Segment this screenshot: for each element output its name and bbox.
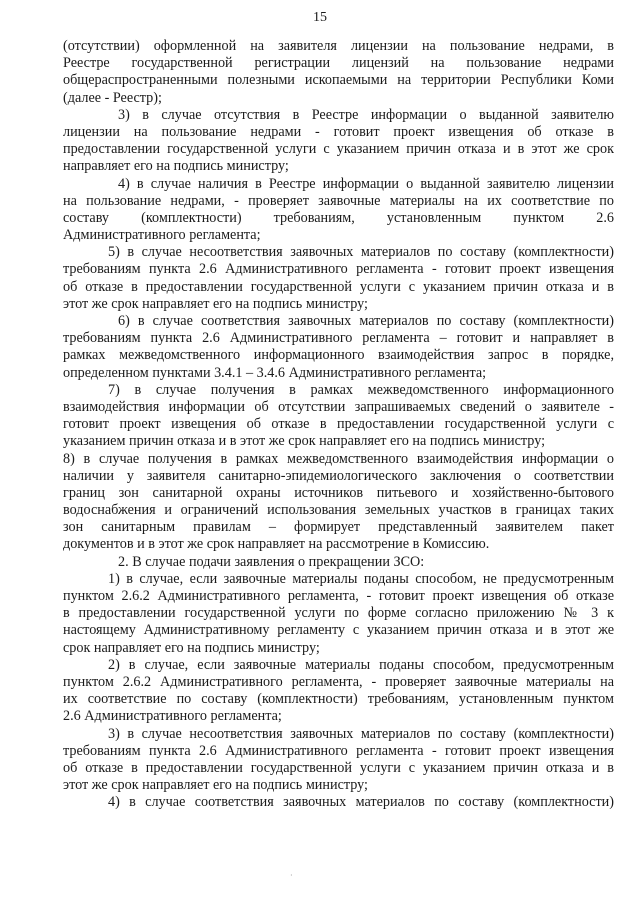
scan-dot: · — [290, 871, 293, 880]
text-line: границ зон санитарной охраны источников питьевого и хозяйственно-бытового — [63, 484, 614, 501]
text-line: срок направляет его на подпись министру; — [63, 639, 320, 656]
text-line: этот же срок направляет его на подпись министру; — [63, 295, 369, 312]
text-line: (отсутствии) оформленной на заявителя лицензии на пользование недрами, в — [63, 38, 614, 54]
page-number: 15 — [313, 10, 327, 25]
text-line: составу (комплектности) требованиям, установленным пунктом 2.6 — [63, 209, 614, 226]
text-line: пунктом 2.6.2 Административного регламента, - проверяет заявочные материалы на — [63, 673, 614, 690]
text-line: 6) в случае соответствия заявочных материалов по составу (комплектности) — [118, 313, 614, 329]
text-line: 1) в случае, если заявочные материалы поданы способом, не предусмотренным — [108, 570, 614, 587]
text-line: их соответствие по составу (комплектности) требованиям, установленным пунктом — [63, 691, 614, 708]
text-line: взаимодействия информации об отсутствии запрашиваемых сведений о заявителе - — [63, 398, 614, 415]
text-line: готовит проект извещения об отказе в предоставлении государственной услуги с — [63, 416, 614, 433]
text-line: предоставлении государственной услуги с указанием причин отказа и в этот же срок — [63, 141, 614, 158]
text-line: общераспространенными полезными ископаемыми на территории Республики Коми — [63, 72, 614, 89]
text-line: документов и в этот же срок направляет на рассмотрение в Комиссию. — [63, 536, 490, 553]
text-line: определенном пунктами 3.4.1 – 3.4.6 Административного регламента; — [63, 364, 487, 381]
text-line: 3) в случае несоответствия заявочных материалов по составу (комплектности) — [108, 725, 614, 742]
text-line: направляет его на подпись министру; — [63, 158, 289, 175]
document-body — [63, 38, 614, 811]
text-line: 4) в случае соответствия заявочных материалов по составу (комплектности) — [108, 794, 614, 811]
text-line: требованиям пункта 2.6 Административного регламента - готовит проект извещения — [63, 742, 614, 759]
text-line: требованиям пункта 2.6 Административного регламента – готовит и направляет в — [63, 330, 614, 347]
text-line: 3) в случае отсутствия в Реестре информации о выданной заявителю — [118, 106, 614, 123]
text-line: пунктом 2.6.2 Административного регламента, - готовит проект извещения об отказе — [63, 588, 614, 604]
text-line: в предоставлении государственной услуги по форме согласно приложению № 3 к — [63, 605, 614, 622]
text-line: этот же срок направляет его на подпись министру; — [63, 777, 369, 794]
text-line: рамках межведомственного информационного взаимодействия запрос в порядке, — [63, 347, 614, 364]
text-line: указанием причин отказа и в этот же срок направляет его на подпись министру; — [63, 433, 546, 450]
text-line: зон санитарным правилам – формирует представленный заявителем пакет — [63, 519, 614, 536]
text-line: Административного регламента; — [63, 227, 261, 244]
text-line: (далее - Реестр); — [63, 89, 162, 106]
text-line: водоснабжения и ограничений использования земельных участков в границах таких — [63, 502, 614, 519]
text-line: 2.6 Административного регламента; — [63, 708, 282, 725]
text-line: 7) в случае получения в рамках межведомственного информационного — [108, 381, 614, 398]
text-line: 2. В случае подачи заявления о прекращении ЗСО: — [118, 553, 425, 570]
text-line: наличии у заявителя санитарно-эпидемиологического заключения о соответствии — [63, 467, 614, 484]
text-line: Реестре государственной регистрации лицензий на пользование недрами — [63, 55, 614, 72]
text-line: лицензии на пользование недрами - готовит проект извещения об отказе в — [63, 123, 614, 140]
text-line: об отказе в предоставлении государственной услуги с указанием причин отказа и в — [63, 759, 614, 776]
text-line: требованиям пункта 2.6 Административного регламента - готовит проект извещения — [63, 261, 614, 278]
text-line: 8) в случае получения в рамках межведомственного взаимодействия информации о — [63, 450, 614, 467]
text-line: об отказе в предоставлении государственной услуги с указанием причин отказа и в — [63, 278, 614, 295]
text-line: 5) в случае несоответствия заявочных материалов по составу (комплектности) — [108, 244, 614, 261]
text-line: настоящему Административному регламенту с указанием причин отказа и в этот же — [63, 622, 614, 639]
text-line: 2) в случае, если заявочные материалы поданы способом, предусмотренным — [108, 656, 614, 673]
text-line: на пользование недрами, - проверяет заявочные материалы на их соответствие по — [63, 192, 614, 209]
text-line: 4) в случае наличия в Реестре информации о выданной заявителю лицензии — [118, 175, 614, 192]
